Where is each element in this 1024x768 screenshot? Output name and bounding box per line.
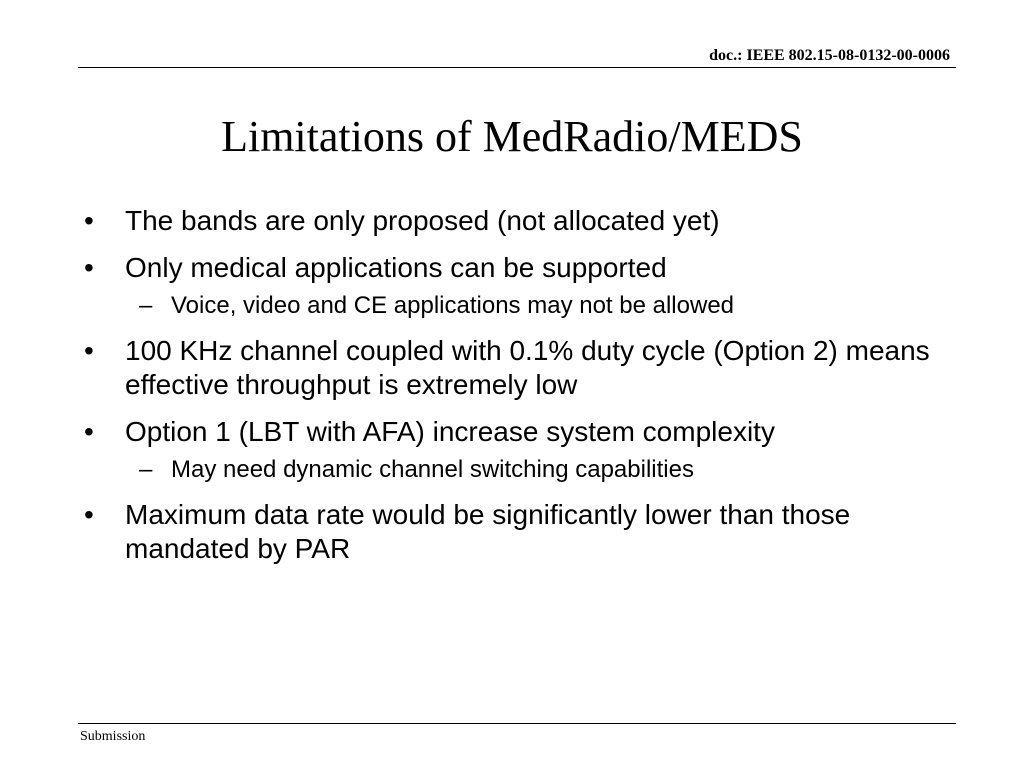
header-divider [78,67,956,68]
bullet-text: Only medical applications can be supported [125,252,667,283]
bullet-text: Option 1 (LBT with AFA) increase system complexity [125,416,775,447]
bullet-text: Maximum data rate would be significantly lower than those mandated by PAR [125,499,851,564]
bullet-item [84,251,974,285]
footer-divider [78,723,956,724]
sub-bullet-item [84,455,974,485]
bullet-text: 100 KHz channel coupled with 0.1% duty cycle (Option 2) means effective throughput is extremely low [125,335,930,400]
document-id: doc.: IEEE 802.15-08-0132-00-0006 [709,47,950,64]
bullet-list [84,198,974,566]
bullet-item [84,498,974,566]
bullet-item [84,334,974,402]
bullet-marker: • [84,335,94,366]
slide-title: Limitations of MedRadio/MEDS [221,112,803,161]
footer-label: Submission [80,729,146,744]
bullet-item [84,204,974,238]
bullet-marker: • [84,205,94,236]
bullet-marker: • [84,416,94,447]
bullet-marker: • [84,252,94,283]
sub-bullet-item [84,291,974,321]
bullet-item [84,415,974,449]
sub-bullet-text: Voice, video and CE applications may not be allowed [171,292,735,319]
sub-bullet-marker: – [139,292,153,319]
sub-bullet-text: May need dynamic channel switching capabilities [171,456,694,483]
sub-bullet-marker: – [139,456,153,483]
bullet-text: The bands are only proposed (not allocated yet) [125,205,720,236]
bullet-marker: • [84,499,94,530]
